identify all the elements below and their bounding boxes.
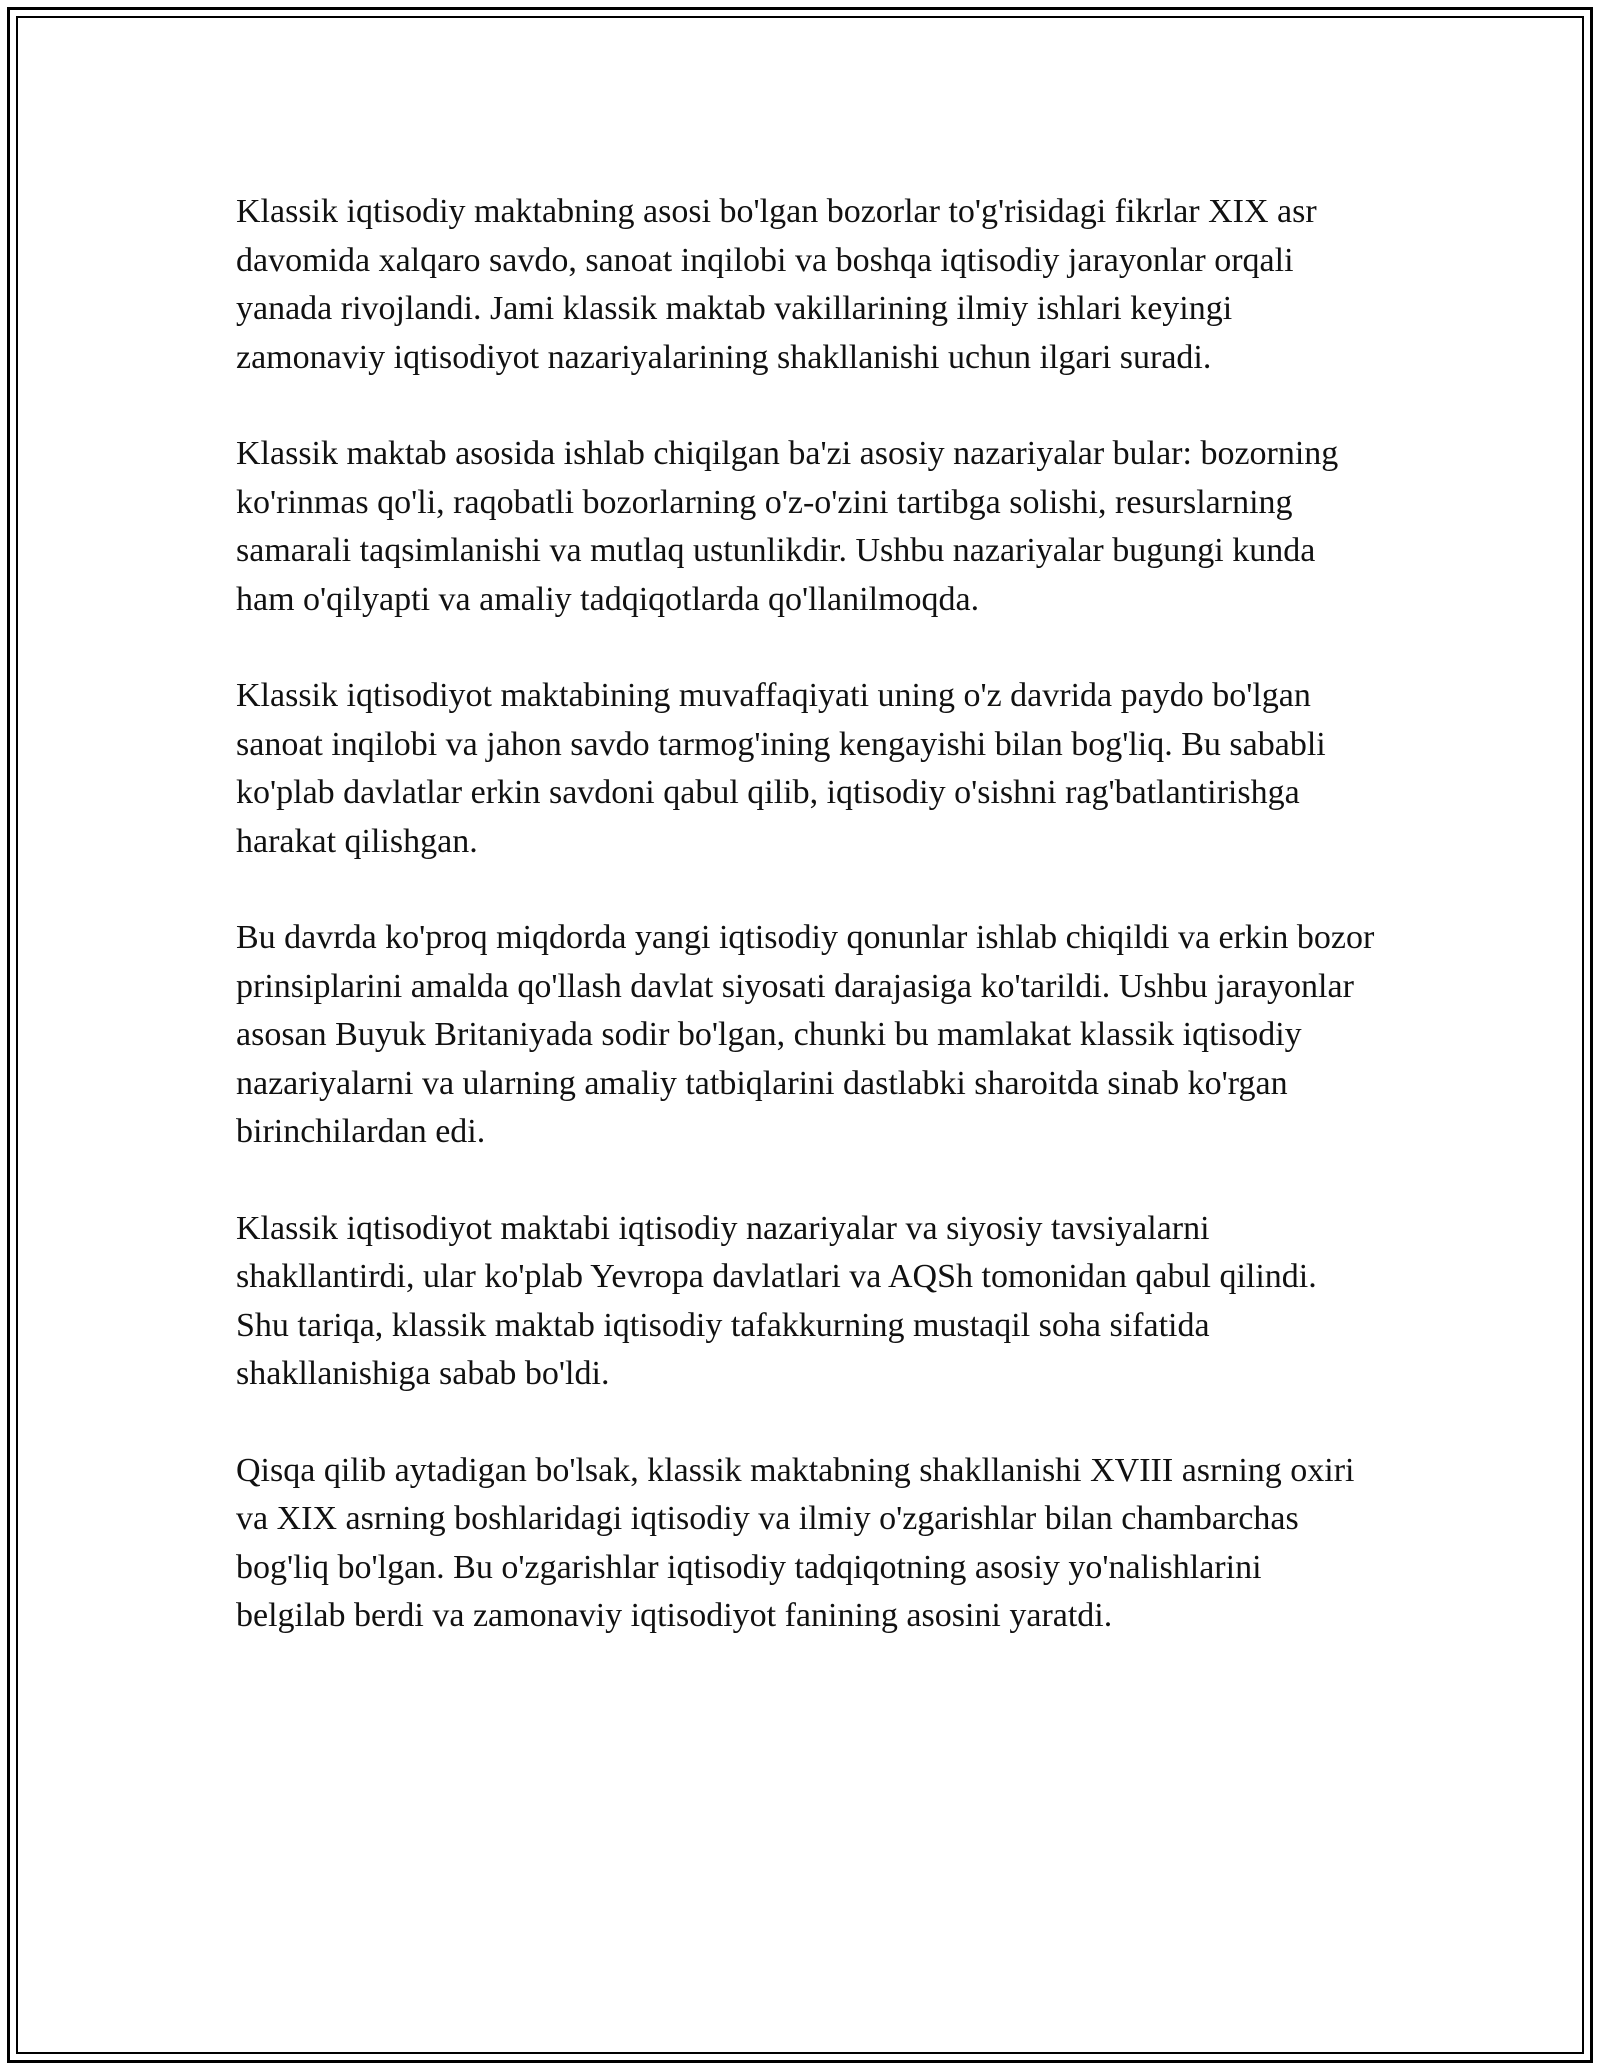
- document-body: [236, 188, 1376, 1689]
- paragraph-4: Bu davrda ko'proq miqdorda yangi iqtisodiy qonunlar ishlab chiqildi va erkin bozor prinsiplarini amalda qo'llash davlat siyosati darajasiga ko'tarildi. Ushbu jarayonlar asosan Buyuk Britaniyada sodir bo'lgan, chunki bu mamlakat klassik iqtisodiy nazariyalarni va ularning amaliy tatbiqlarini dastlabki sharoitda sinab ko'rgan birinchilardan edi.: [236, 919, 1375, 1150]
- paragraph-6: Qisqa qilib aytadigan bo'lsak, klassik maktabning shakllanishi XVIII asrning oxiri va XIX asrning boshlaridagi iqtisodiy va ilmiy o'zgarishlar bilan chambarchas bog'liq bo'lgan. Bu o'zgarishlar iqtisodiy tadqiqotning asosiy yo'nalishlarini belgilab berdi va zamonaviy iqtisodiyot fanining asosini yaratdi.: [236, 1451, 1355, 1634]
- paragraph-3: Klassik iqtisodiyot maktabining muvaffaqiyati uning o'z davrida paydo bo'lgan sanoat inqilobi va jahon savdo tarmog'ining kengayishi bilan bog'liq. Bu sababli ko'plab davlatlar erkin savdoni qabul qilib, iqtisodiy o'sishni rag'batlantirishga harakat qilishgan.: [236, 677, 1326, 860]
- paragraph-2: Klassik maktab asosida ishlab chiqilgan ba'zi asosiy nazariyalar bular: bozorning ko'rinmas qo'li, raqobatli bozorlarning o'z-o'zini tartibga solishi, resurslarning samarali taqsimlanishi va mutlaq ustunlikdir. Ushbu nazariyalar bugungi kunda ham o'qilyapti va amaliy tadqiqotlarda qo'llanilmoqda.: [236, 435, 1339, 618]
- paragraph-5: Klassik iqtisodiyot maktabi iqtisodiy nazariyalar va siyosiy tavsiyalarni shakllantirdi, ular ko'plab Yevropa davlatlari va AQSh tomonidan qabul qilindi. Shu tariqa, klassik maktab iqtisodiy tafakkurning mustaqil soha sifatida shakllanishiga sabab bo'ldi.: [236, 1209, 1317, 1392]
- paragraph-1: Klassik iqtisodiy maktabning asosi bo'lgan bozorlar to'g'risidagi fikrlar XIX asr davomida xalqaro savdo, sanoat inqilobi va boshqa iqtisodiy jarayonlar orqali yanada rivojlandi. Jami klassik maktab vakillarining ilmiy ishlari keyingi zamonaviy iqtisodiyot nazariyalarining shakllanishi uchun ilgari suradi.: [236, 193, 1317, 376]
